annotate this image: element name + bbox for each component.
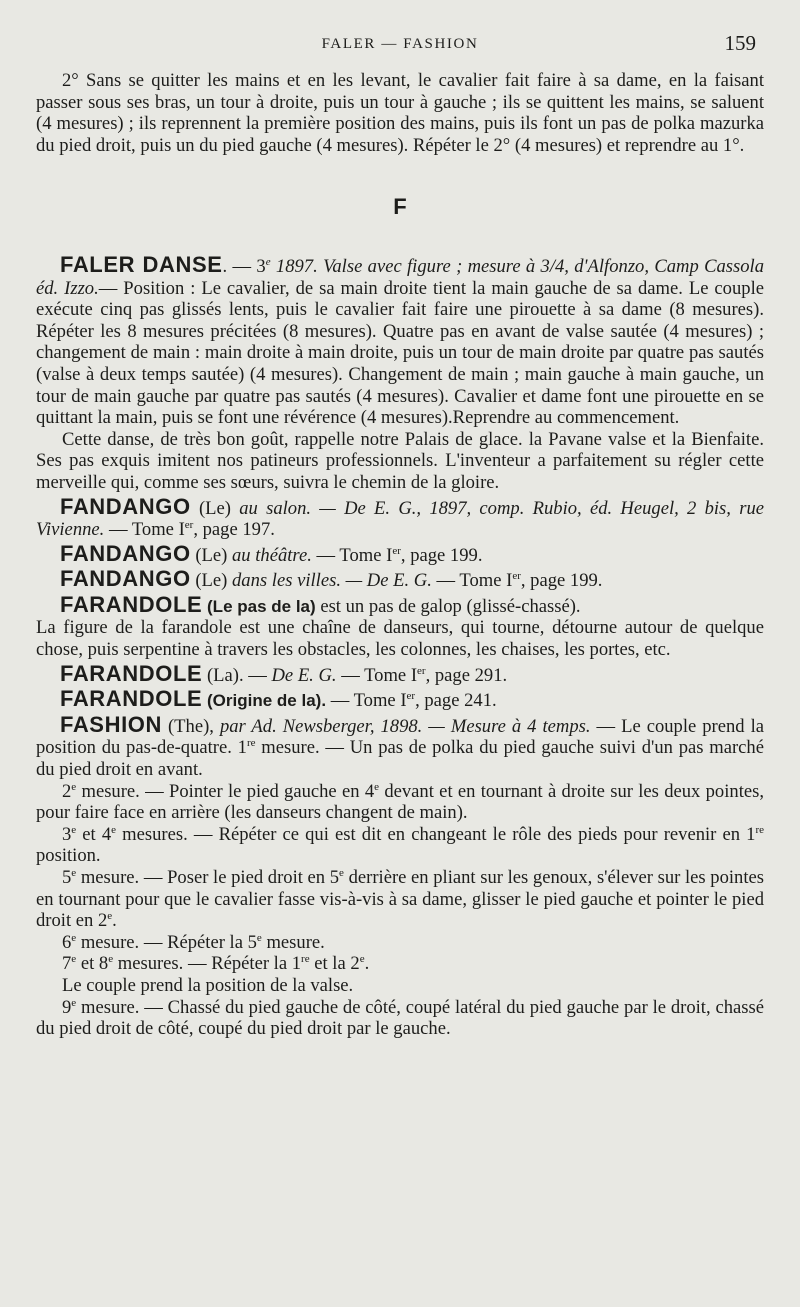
text-span: 3 [62,823,72,845]
text-span: mesures. — Répéter la 1 [113,953,302,975]
text-span: au salon. — De E. G., 1897, comp. Rubio, éd. Heugel, 2 bis, rue Vivienne. [36,497,764,541]
text-span: . [364,953,370,975]
text-span: 7 [62,953,72,975]
text-span: e [71,953,77,966]
text-span: , page 199. [400,544,483,566]
text-span: par Ad. Newsberger, 1898. — Mesure à 4 temps. [219,715,591,737]
headword: FARANDOLE [60,686,203,712]
text-span: e [107,910,113,923]
entry-farandole-pas [36,591,764,618]
text-span: (Le) [190,544,232,566]
text-span: er [392,544,401,557]
text-span: (Origine de la). [202,691,327,711]
headword: FANDANGO [60,566,191,592]
headword: FALER DANSE [60,251,223,277]
text-span: mesure. — Chassé du pied gauche de côté, coupé latéral du pied gauche par le droit, chassé du pied droit de côté, coupé du pied droit par le gauche. [36,996,764,1040]
text-span: et 8 [76,953,109,975]
text-span: mesure. — Répéter la 5 [76,931,257,953]
text-span: e [339,867,344,879]
text-span: er [512,570,521,583]
headword: FANDANGO [60,540,191,566]
text-span: . [112,910,117,932]
step-valse-position: Le couple prend la position de la valse. [62,974,354,996]
step-3-4 [36,824,764,867]
headword: FARANDOLE [60,660,203,686]
text-span: mesure. — Pointer le pied gauche en 4 [76,780,375,802]
text-span: er [184,519,194,532]
step-5 [36,867,764,932]
text-span: e [108,953,114,966]
text-span: (Le) [190,570,232,592]
text-span: devant et en tournant à droite sur les deux pointes, pour faire face en arrière (les danseurs changent de main). [36,780,764,824]
text-span: (The), [162,715,220,737]
text-span: , page 197. [193,519,275,541]
entry-farandole-la [36,660,764,687]
text-span: . — 3 [222,255,266,277]
text-span: e [374,780,380,793]
text-span: (La). — [202,664,272,686]
text-span: e [265,255,271,268]
text-span: mesure. — Un pas de polka du pied gauche suivi d'un pas marché du pied droit en avant. [36,737,764,781]
text-span: (Le) [190,497,240,519]
step-7-8 [36,953,764,975]
text-span: , page 291. [425,664,508,686]
text-span: est un pas de galop (glissé-chassé). [315,595,581,617]
page-number: 159 [724,31,756,55]
paragraph-intro: 2° Sans se quitter les mains et en les levant, le cavalier fait faire à sa dame, en la faisant passer sous ses bras, un tour à droite, puis un tour à gauche ; ils se quittent les mains, se saluent (4 mesures) ; ils reprennent la première position des mains, puis ils font un pas de polka mazurka du pied droit, puis un du pied gauche (4 mesures). Répéter le 2° (4 mesures) et reprendre au 1°. [36,70,764,156]
headword: FARANDOLE [60,591,203,617]
paragraph-farandole-figure: La figure de la farandole est une chaîne de danseurs, qui tourne, détourne autour de quelque chose, puis serpentine à travers les obstacles, les colonnes, les chaises, les portes, etc. [36,617,764,661]
step-6 [36,932,764,954]
text-span: re [755,823,765,836]
text-span: derrière en pliant sur les genoux, s'élever sur les pointes en tournant pour que le cavalier fasse vis-à-vis à sa dame, glisser le pied gauche et pointer le pied droit en 2 [36,867,764,932]
text-span: De E. G. [271,664,337,686]
page-header [40,31,760,60]
text-span: au théâtre. [232,544,312,566]
text-span: e [359,953,365,966]
headword: FASHION [60,711,162,737]
text-span: er [417,664,426,677]
text-span: 5 [62,867,72,888]
text-span: re [301,953,310,966]
entry-fashion [36,711,765,781]
headword: FANDANGO [60,493,191,519]
text-span: mesures. — Répéter ce qui est dit en changeant le rôle des pieds pour revenir en 1 [116,823,756,845]
text-span: e [256,931,262,944]
text-span: et la 2 [309,953,360,975]
text-span: et 4 [76,823,112,845]
text-span: 6 [62,931,72,953]
text-span: e [111,823,117,836]
text-span: e [71,996,77,1009]
text-span: e [71,823,77,836]
text-span: — Tome I [336,664,418,686]
text-span: 2 [62,780,72,802]
text-span: , page 199. [520,570,603,592]
text-span: , page 241. [415,690,497,712]
text-span: er [406,690,416,703]
text-span: e [71,867,77,879]
text-span: — Tome I [326,690,407,712]
paragraph-faler-comment: Cette danse, de très bon goût, rappelle notre Palais de glace. la Pavane valse et la Bienfaite. Ses pas exquis imitent nos patineurs professionnels. L'inventeur a parfaitement su régler cette merveille qui, comme ses sœurs, suivra le chemin de la gloire. [36,428,764,493]
entry-faler-danse [36,251,764,429]
text-span: dans les villes. — De E. G. [232,570,432,592]
text-span: 9 [62,996,72,1018]
text-span: — Position : Le cavalier, de sa main droite tient la main gauche de sa dame. Le couple exécute cinq pas glissés lents, puis le cavalier fait faire une pirouette à sa dame (8 mesures). Répéter les 8 mesures précitées (8 mesures). Quatre pas en avant de valse sautée (4 mesures) ; changement de main : main droite à main droite, puis un tour de main droite par quatre pas sautés (valse à deux temps sautée) (4 mesures). Changement de main ; main gauche à main gauche, un tour de main gauche par quatre pas sautés (4 mesures). Cavalier et dame font une pirouette en se quittant la main, puis se font une révérence (4 mesures).Reprendre au commencement. [36,277,764,429]
text-span: (Le pas de la) [202,596,316,616]
running-title: FALER — FASHION [321,36,479,52]
text-span: — Tome I [431,570,513,592]
entry-fandango-theatre [36,540,764,567]
text-span: re [246,737,256,750]
text-span: mesure. — Poser le pied droit en 5 [76,867,340,888]
section-letter: F [393,194,407,220]
text-span: position. [36,845,101,867]
text-span: 1897. Valse avec figure ; mesure à 3/4, d'Alfonzo, Camp Cassola éd. Izzo. [36,255,764,299]
text-span: e [71,780,77,793]
entry-fandango-salon [36,493,764,541]
text-column [36,70,764,1040]
entry-fandango-villes [36,568,764,592]
text-span: — Tome I [104,519,185,541]
step-2 [36,781,764,824]
step-9 [36,997,764,1040]
entry-farandole-origine [36,688,764,712]
text-span: mesure. [261,931,325,953]
text-span: e [71,931,77,944]
text-span: — Tome I [311,544,393,566]
text-span: — Le couple prend la position du pas-de-quatre. 1 [36,715,765,759]
